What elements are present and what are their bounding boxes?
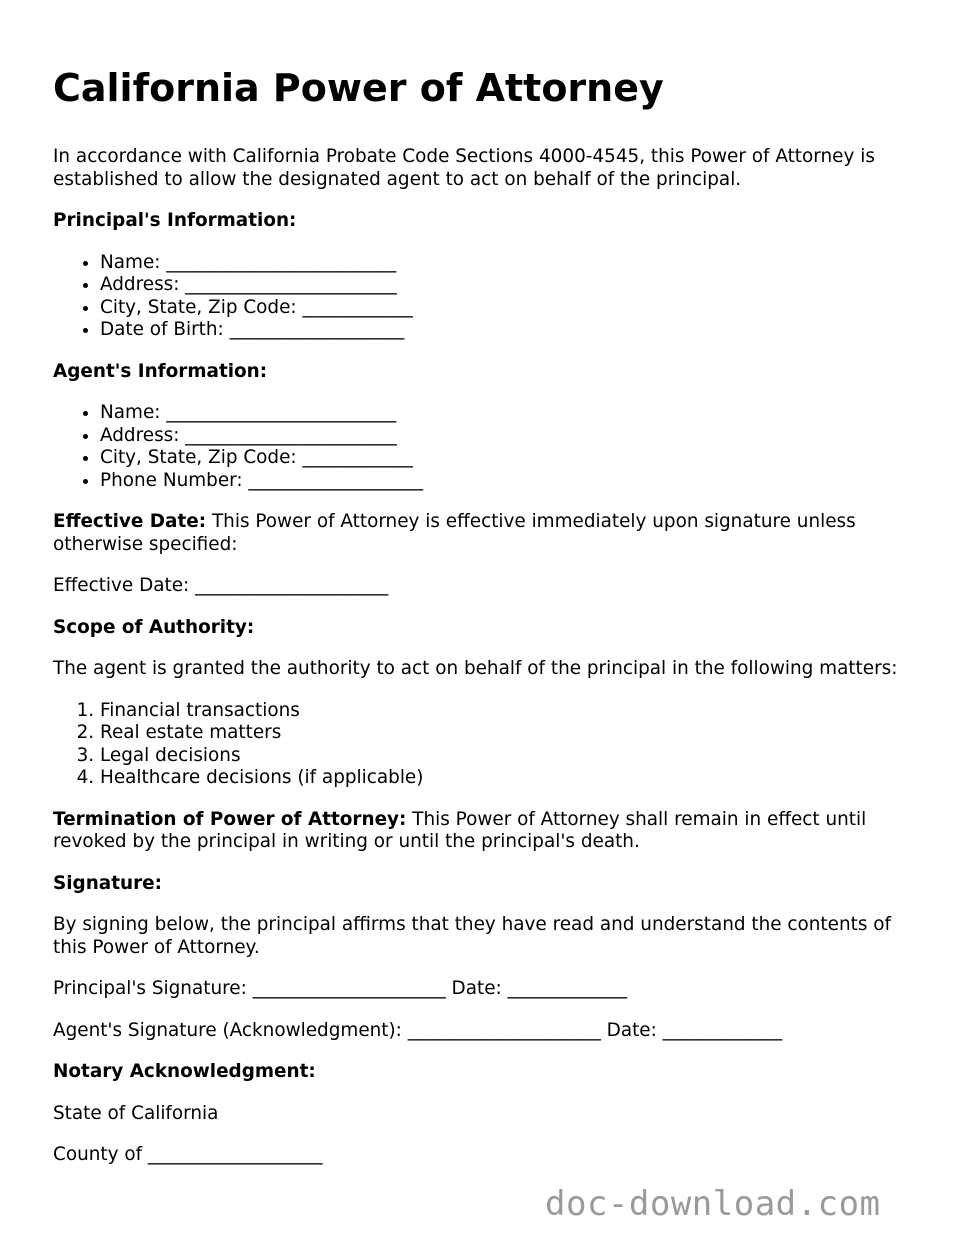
effective-date-text: This Power of Attorney is effective immediately upon signature unless otherwise specified: [53, 511, 856, 555]
principal-name-field: • Name: _________________________ [100, 252, 913, 275]
scope-item-real-estate: 2. Real estate matters [100, 722, 913, 745]
principal-address-field: • Address: _______________________ [100, 274, 913, 297]
agent-signature-line: Agent's Signature (Acknowledgment): _____________________ Date: _____________ [53, 1019, 783, 1041]
notary-county: County of ___________________ [53, 1144, 323, 1165]
scope-heading: Scope of Authority: [53, 616, 255, 638]
agent-city-state-zip-field: • City, State, Zip Code: ____________ [100, 447, 913, 470]
agent-info-list [53, 402, 913, 492]
agent-address-field: • Address: _______________________ [100, 425, 913, 448]
notary-state: State of California [53, 1102, 219, 1124]
scope-item-financial: 1. Financial transactions [100, 700, 913, 723]
scope-item-legal: 3. Legal decisions [100, 745, 913, 768]
scope-list [53, 700, 913, 790]
scope-paragraph: The agent is granted the authority to act on behalf of the principal in the following matters: [53, 658, 898, 679]
scope-item-healthcare: 4. Healthcare decisions (if applicable) [100, 767, 913, 790]
document-title: California Power of Attorney [53, 66, 664, 110]
intro-paragraph: In accordance with California Probate Code Sections 4000-4545, this Power of Attorney is established to allow the designated agent to act on behalf of the principal. [53, 146, 875, 190]
termination-lead: Termination of Power of Attorney: [53, 808, 407, 830]
effective-date-paragraph [53, 511, 913, 556]
principal-info-list [53, 252, 913, 342]
watermark-text: doc-download.com [545, 1184, 881, 1224]
effective-date-lead: Effective Date: [53, 511, 207, 532]
effective-date-field: Effective Date: _____________________ [53, 575, 389, 596]
principal-info-heading: Principal's Information: [53, 210, 297, 231]
principal-signature-line: Principal's Signature: _____________________ Date: _____________ [53, 978, 628, 999]
document-page [53, 62, 913, 1186]
agent-phone-field: • Phone Number: ___________________ [100, 470, 913, 493]
signature-paragraph: By signing below, the principal affirms that they have read and understand the contents of this Power of Attorney. [53, 914, 891, 958]
termination-paragraph [53, 809, 913, 854]
principal-city-state-zip-field: • City, State, Zip Code: ____________ [100, 297, 913, 320]
agent-info-heading: Agent's Information: [53, 360, 268, 382]
principal-dob-field: • Date of Birth: ___________________ [100, 319, 913, 342]
agent-name-field: • Name: _________________________ [100, 402, 913, 425]
notary-heading: Notary Acknowledgment: [53, 1061, 316, 1082]
termination-text: This Power of Attorney shall remain in effect until revoked by the principal in writing or until the principal's death. [53, 808, 867, 852]
signature-heading: Signature: [53, 872, 162, 894]
